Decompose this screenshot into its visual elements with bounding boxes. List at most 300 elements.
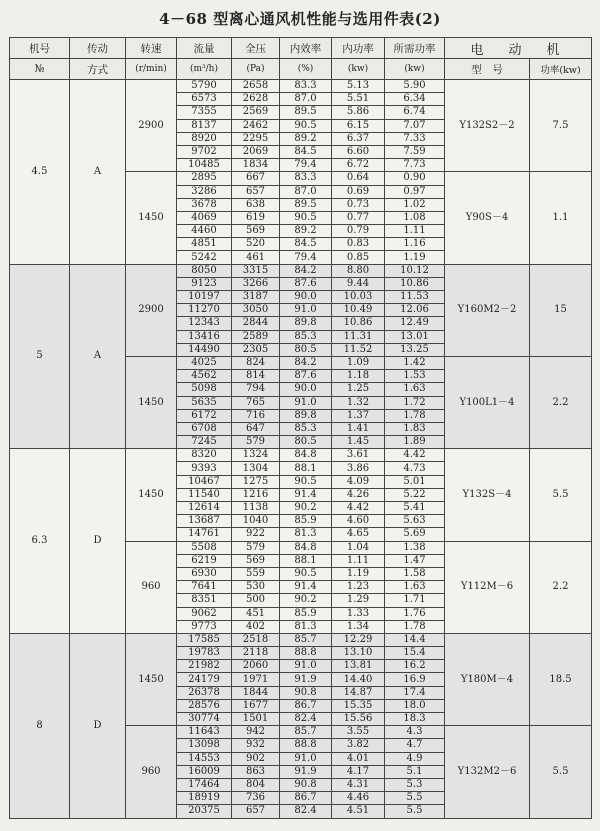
pressure-cell: 794 [232, 383, 280, 396]
efficiency-cell: 81.3 [280, 620, 332, 633]
pressure-cell: 1844 [232, 686, 280, 699]
required-power-cell: 4.42 [385, 449, 445, 462]
pressure-cell: 1304 [232, 462, 280, 475]
efficiency-cell: 89.2 [280, 225, 332, 238]
header-motor-power: 功率(kw) [530, 59, 592, 80]
header-motor: 电 动 机 [445, 38, 592, 59]
efficiency-cell: 79.4 [280, 251, 332, 264]
internal-power-cell: 0.79 [332, 225, 385, 238]
required-power-cell: 18.0 [385, 699, 445, 712]
efficiency-cell: 85.3 [280, 330, 332, 343]
pressure-cell: 520 [232, 238, 280, 251]
flow-cell: 6573 [177, 93, 232, 106]
pressure-cell: 2658 [232, 80, 280, 93]
internal-power-cell: 1.45 [332, 436, 385, 449]
motor-model-cell: Y100L1－4 [445, 356, 530, 448]
pressure-cell: 402 [232, 620, 280, 633]
motor-model-cell: Y132S2－2 [445, 80, 530, 172]
internal-power-cell: 5.13 [332, 80, 385, 93]
flow-cell: 17585 [177, 633, 232, 646]
required-power-cell: 0.90 [385, 172, 445, 185]
required-power-cell: 10.86 [385, 277, 445, 290]
flow-cell: 10197 [177, 291, 232, 304]
pressure-cell: 559 [232, 567, 280, 580]
pressure-cell: 619 [232, 211, 280, 224]
speed-cell: 960 [126, 726, 177, 818]
pressure-cell: 2589 [232, 330, 280, 343]
header-machine-no: 机号 [10, 38, 70, 59]
pressure-cell: 2305 [232, 343, 280, 356]
pressure-cell: 932 [232, 739, 280, 752]
pressure-cell: 2628 [232, 93, 280, 106]
header-required-power-unit: (kw) [385, 59, 445, 80]
flow-cell: 7355 [177, 106, 232, 119]
motor-power-cell: 2.2 [530, 356, 592, 448]
internal-power-cell: 15.56 [332, 713, 385, 726]
table-body [10, 80, 592, 819]
pressure-cell: 942 [232, 726, 280, 739]
flow-cell: 19783 [177, 647, 232, 660]
flow-cell: 11643 [177, 726, 232, 739]
internal-power-cell: 6.15 [332, 119, 385, 132]
efficiency-cell: 90.2 [280, 594, 332, 607]
efficiency-cell: 86.7 [280, 792, 332, 805]
efficiency-cell: 91.0 [280, 660, 332, 673]
efficiency-cell: 90.5 [280, 211, 332, 224]
flow-cell: 10485 [177, 159, 232, 172]
required-power-cell: 1.02 [385, 198, 445, 211]
flow-cell: 5790 [177, 80, 232, 93]
required-power-cell: 12.49 [385, 317, 445, 330]
efficiency-cell: 87.6 [280, 277, 332, 290]
flow-cell: 14553 [177, 752, 232, 765]
internal-power-cell: 1.09 [332, 356, 385, 369]
required-power-cell: 4.7 [385, 739, 445, 752]
speed-cell: 960 [126, 541, 177, 633]
internal-power-cell: 5.86 [332, 106, 385, 119]
internal-power-cell: 9.44 [332, 277, 385, 290]
required-power-cell: 0.97 [385, 185, 445, 198]
required-power-cell: 7.33 [385, 132, 445, 145]
efficiency-cell: 89.8 [280, 409, 332, 422]
pressure-cell: 2060 [232, 660, 280, 673]
flow-cell: 14761 [177, 528, 232, 541]
flow-cell: 6219 [177, 554, 232, 567]
efficiency-cell: 85.7 [280, 726, 332, 739]
flow-cell: 30774 [177, 713, 232, 726]
header-speed: 转速 [126, 38, 177, 59]
required-power-cell: 7.07 [385, 119, 445, 132]
internal-power-cell: 1.04 [332, 541, 385, 554]
pressure-cell: 1677 [232, 699, 280, 712]
pressure-cell: 1834 [232, 159, 280, 172]
required-power-cell: 6.74 [385, 106, 445, 119]
internal-power-cell: 1.37 [332, 409, 385, 422]
internal-power-cell: 4.17 [332, 765, 385, 778]
flow-cell: 28576 [177, 699, 232, 712]
motor-power-cell: 7.5 [530, 80, 592, 172]
flow-cell: 26378 [177, 686, 232, 699]
efficiency-cell: 84.5 [280, 145, 332, 158]
pressure-cell: 657 [232, 185, 280, 198]
fan-performance-table [9, 37, 592, 819]
pressure-cell: 3266 [232, 277, 280, 290]
table-row [10, 264, 592, 277]
pressure-cell: 1275 [232, 475, 280, 488]
pressure-cell: 902 [232, 752, 280, 765]
header-pressure-unit: (Pa) [232, 59, 280, 80]
flow-cell: 4851 [177, 238, 232, 251]
machine-no-cell: 8 [10, 633, 70, 818]
efficiency-cell: 91.4 [280, 488, 332, 501]
pressure-cell: 667 [232, 172, 280, 185]
required-power-cell: 1.63 [385, 383, 445, 396]
header-machine-no-sub: № [10, 59, 70, 80]
machine-no-cell: 4.5 [10, 80, 70, 265]
efficiency-cell: 90.0 [280, 291, 332, 304]
required-power-cell: 4.73 [385, 462, 445, 475]
header-drive: 传动 [70, 38, 126, 59]
flow-cell: 12614 [177, 502, 232, 515]
efficiency-cell: 90.2 [280, 502, 332, 515]
speed-cell: 2900 [126, 264, 177, 356]
required-power-cell: 1.53 [385, 370, 445, 383]
motor-power-cell: 5.5 [530, 726, 592, 818]
speed-cell: 1450 [126, 356, 177, 448]
internal-power-cell: 4.01 [332, 752, 385, 765]
motor-model-cell: Y112M－6 [445, 541, 530, 633]
efficiency-cell: 83.3 [280, 80, 332, 93]
efficiency-cell: 91.0 [280, 304, 332, 317]
internal-power-cell: 11.52 [332, 343, 385, 356]
required-power-cell: 5.01 [385, 475, 445, 488]
internal-power-cell: 1.33 [332, 607, 385, 620]
required-power-cell: 1.38 [385, 541, 445, 554]
pressure-cell: 579 [232, 436, 280, 449]
speed-cell: 2900 [126, 80, 177, 172]
pressure-cell: 736 [232, 792, 280, 805]
internal-power-cell: 4.26 [332, 488, 385, 501]
required-power-cell: 1.11 [385, 225, 445, 238]
pressure-cell: 824 [232, 356, 280, 369]
flow-cell: 13098 [177, 739, 232, 752]
header-motor-model: 型 号 [445, 59, 530, 80]
flow-cell: 10467 [177, 475, 232, 488]
efficiency-cell: 82.4 [280, 713, 332, 726]
flow-cell: 13687 [177, 515, 232, 528]
flow-cell: 8320 [177, 449, 232, 462]
flow-cell: 3678 [177, 198, 232, 211]
internal-power-cell: 6.60 [332, 145, 385, 158]
pressure-cell: 1216 [232, 488, 280, 501]
required-power-cell: 5.63 [385, 515, 445, 528]
pressure-cell: 804 [232, 778, 280, 791]
pressure-cell: 461 [232, 251, 280, 264]
header-required-power: 所需功率 [385, 38, 445, 59]
required-power-cell: 4.9 [385, 752, 445, 765]
efficiency-cell: 90.5 [280, 119, 332, 132]
internal-power-cell: 0.85 [332, 251, 385, 264]
flow-cell: 8050 [177, 264, 232, 277]
required-power-cell: 4.3 [385, 726, 445, 739]
pressure-cell: 2069 [232, 145, 280, 158]
efficiency-cell: 80.5 [280, 343, 332, 356]
motor-power-cell: 5.5 [530, 449, 592, 541]
drive-cell: A [70, 264, 126, 449]
efficiency-cell: 91.0 [280, 752, 332, 765]
required-power-cell: 10.12 [385, 264, 445, 277]
flow-cell: 4460 [177, 225, 232, 238]
internal-power-cell: 3.55 [332, 726, 385, 739]
required-power-cell: 12.06 [385, 304, 445, 317]
motor-power-cell: 2.2 [530, 541, 592, 633]
flow-cell: 6708 [177, 422, 232, 435]
required-power-cell: 15.4 [385, 647, 445, 660]
required-power-cell: 1.08 [385, 211, 445, 224]
flow-cell: 9702 [177, 145, 232, 158]
motor-power-cell: 15 [530, 264, 592, 356]
efficiency-cell: 86.7 [280, 699, 332, 712]
efficiency-cell: 80.5 [280, 436, 332, 449]
internal-power-cell: 1.23 [332, 581, 385, 594]
pressure-cell: 1040 [232, 515, 280, 528]
flow-cell: 9062 [177, 607, 232, 620]
header-pressure: 全压 [232, 38, 280, 59]
internal-power-cell: 4.51 [332, 805, 385, 818]
drive-cell: D [70, 633, 126, 818]
internal-power-cell: 1.25 [332, 383, 385, 396]
flow-cell: 8920 [177, 132, 232, 145]
required-power-cell: 7.73 [385, 159, 445, 172]
motor-power-cell: 1.1 [530, 172, 592, 264]
required-power-cell: 1.63 [385, 581, 445, 594]
internal-power-cell: 3.82 [332, 739, 385, 752]
pressure-cell: 1501 [232, 713, 280, 726]
motor-model-cell: Y180M－4 [445, 633, 530, 725]
pressure-cell: 1324 [232, 449, 280, 462]
efficiency-cell: 91.9 [280, 765, 332, 778]
pressure-cell: 1971 [232, 673, 280, 686]
efficiency-cell: 89.8 [280, 317, 332, 330]
efficiency-cell: 88.8 [280, 739, 332, 752]
flow-cell: 16009 [177, 765, 232, 778]
efficiency-cell: 84.2 [280, 264, 332, 277]
pressure-cell: 451 [232, 607, 280, 620]
flow-cell: 5098 [177, 383, 232, 396]
required-power-cell: 7.59 [385, 145, 445, 158]
machine-no-cell: 5 [10, 264, 70, 449]
motor-model-cell: Y90S－4 [445, 172, 530, 264]
pressure-cell: 2295 [232, 132, 280, 145]
internal-power-cell: 12.29 [332, 633, 385, 646]
motor-model-cell: Y132S－4 [445, 449, 530, 541]
internal-power-cell: 4.31 [332, 778, 385, 791]
flow-cell: 9123 [177, 277, 232, 290]
internal-power-cell: 0.83 [332, 238, 385, 251]
efficiency-cell: 88.8 [280, 647, 332, 660]
flow-cell: 2895 [177, 172, 232, 185]
efficiency-cell: 85.7 [280, 633, 332, 646]
speed-cell: 1450 [126, 449, 177, 541]
flow-cell: 8137 [177, 119, 232, 132]
pressure-cell: 2118 [232, 647, 280, 660]
flow-cell: 3286 [177, 185, 232, 198]
required-power-cell: 1.47 [385, 554, 445, 567]
required-power-cell: 5.41 [385, 502, 445, 515]
pressure-cell: 863 [232, 765, 280, 778]
required-power-cell: 5.22 [385, 488, 445, 501]
flow-cell: 7245 [177, 436, 232, 449]
internal-power-cell: 15.35 [332, 699, 385, 712]
efficiency-cell: 87.6 [280, 370, 332, 383]
internal-power-cell: 1.32 [332, 396, 385, 409]
flow-cell: 14490 [177, 343, 232, 356]
required-power-cell: 1.83 [385, 422, 445, 435]
pressure-cell: 657 [232, 805, 280, 818]
internal-power-cell: 1.41 [332, 422, 385, 435]
required-power-cell: 17.4 [385, 686, 445, 699]
flow-cell: 4025 [177, 356, 232, 369]
header-internal-power: 内功率 [332, 38, 385, 59]
efficiency-cell: 89.2 [280, 132, 332, 145]
efficiency-cell: 87.0 [280, 185, 332, 198]
required-power-cell: 5.69 [385, 528, 445, 541]
required-power-cell: 13.25 [385, 343, 445, 356]
pressure-cell: 716 [232, 409, 280, 422]
internal-power-cell: 0.77 [332, 211, 385, 224]
pressure-cell: 647 [232, 422, 280, 435]
efficiency-cell: 79.4 [280, 159, 332, 172]
efficiency-cell: 90.8 [280, 778, 332, 791]
required-power-cell: 5.90 [385, 80, 445, 93]
header-speed-unit: (r/min) [126, 59, 177, 80]
required-power-cell: 16.9 [385, 673, 445, 686]
flow-cell: 21982 [177, 660, 232, 673]
required-power-cell: 1.19 [385, 251, 445, 264]
efficiency-cell: 84.8 [280, 449, 332, 462]
internal-power-cell: 4.60 [332, 515, 385, 528]
pressure-cell: 530 [232, 581, 280, 594]
drive-cell: A [70, 80, 126, 265]
efficiency-cell: 88.1 [280, 462, 332, 475]
internal-power-cell: 4.09 [332, 475, 385, 488]
flow-cell: 12343 [177, 317, 232, 330]
machine-no-cell: 6.3 [10, 449, 70, 634]
internal-power-cell: 14.87 [332, 686, 385, 699]
flow-cell: 13416 [177, 330, 232, 343]
required-power-cell: 1.71 [385, 594, 445, 607]
efficiency-cell: 87.0 [280, 93, 332, 106]
internal-power-cell: 1.19 [332, 567, 385, 580]
required-power-cell: 16.2 [385, 660, 445, 673]
flow-cell: 5242 [177, 251, 232, 264]
efficiency-cell: 85.9 [280, 607, 332, 620]
flow-cell: 5635 [177, 396, 232, 409]
required-power-cell: 11.53 [385, 291, 445, 304]
internal-power-cell: 6.72 [332, 159, 385, 172]
internal-power-cell: 4.46 [332, 792, 385, 805]
flow-cell: 7641 [177, 581, 232, 594]
internal-power-cell: 14.40 [332, 673, 385, 686]
required-power-cell: 5.3 [385, 778, 445, 791]
efficiency-cell: 84.5 [280, 238, 332, 251]
required-power-cell: 1.76 [385, 607, 445, 620]
flow-cell: 11270 [177, 304, 232, 317]
required-power-cell: 5.5 [385, 805, 445, 818]
required-power-cell: 1.16 [385, 238, 445, 251]
header-efficiency: 内效率 [280, 38, 332, 59]
pressure-cell: 765 [232, 396, 280, 409]
motor-model-cell: Y132M2－6 [445, 726, 530, 818]
page-title: 4－68 型离心通风机性能与选用件表(2) [159, 10, 441, 28]
pressure-cell: 3187 [232, 291, 280, 304]
internal-power-cell: 3.86 [332, 462, 385, 475]
efficiency-cell: 90.8 [280, 686, 332, 699]
pressure-cell: 2462 [232, 119, 280, 132]
pressure-cell: 638 [232, 198, 280, 211]
pressure-cell: 569 [232, 554, 280, 567]
efficiency-cell: 81.3 [280, 528, 332, 541]
internal-power-cell: 11.31 [332, 330, 385, 343]
internal-power-cell: 1.34 [332, 620, 385, 633]
speed-cell: 1450 [126, 633, 177, 725]
pressure-cell: 2518 [232, 633, 280, 646]
motor-power-cell: 18.5 [530, 633, 592, 725]
flow-cell: 9393 [177, 462, 232, 475]
drive-cell: D [70, 449, 126, 634]
internal-power-cell: 5.51 [332, 93, 385, 106]
internal-power-cell: 1.11 [332, 554, 385, 567]
efficiency-cell: 89.5 [280, 198, 332, 211]
required-power-cell: 1.72 [385, 396, 445, 409]
required-power-cell: 1.78 [385, 409, 445, 422]
efficiency-cell: 84.8 [280, 541, 332, 554]
efficiency-cell: 85.3 [280, 422, 332, 435]
efficiency-cell: 84.2 [280, 356, 332, 369]
required-power-cell: 18.3 [385, 713, 445, 726]
efficiency-cell: 91.0 [280, 396, 332, 409]
efficiency-cell: 90.5 [280, 475, 332, 488]
internal-power-cell: 13.81 [332, 660, 385, 673]
efficiency-cell: 90.0 [280, 383, 332, 396]
internal-power-cell: 8.80 [332, 264, 385, 277]
flow-cell: 18919 [177, 792, 232, 805]
table-row [10, 449, 592, 462]
efficiency-cell: 89.5 [280, 106, 332, 119]
pressure-cell: 500 [232, 594, 280, 607]
required-power-cell: 5.5 [385, 792, 445, 805]
internal-power-cell: 10.49 [332, 304, 385, 317]
efficiency-cell: 91.9 [280, 673, 332, 686]
pressure-cell: 922 [232, 528, 280, 541]
internal-power-cell: 10.03 [332, 291, 385, 304]
required-power-cell: 6.34 [385, 93, 445, 106]
flow-cell: 8351 [177, 594, 232, 607]
required-power-cell: 1.78 [385, 620, 445, 633]
required-power-cell: 1.89 [385, 436, 445, 449]
pressure-cell: 1138 [232, 502, 280, 515]
internal-power-cell: 6.37 [332, 132, 385, 145]
internal-power-cell: 1.29 [332, 594, 385, 607]
flow-cell: 11540 [177, 488, 232, 501]
pressure-cell: 569 [232, 225, 280, 238]
speed-cell: 1450 [126, 172, 177, 264]
internal-power-cell: 0.73 [332, 198, 385, 211]
internal-power-cell: 0.69 [332, 185, 385, 198]
pressure-cell: 814 [232, 370, 280, 383]
pressure-cell: 2569 [232, 106, 280, 119]
internal-power-cell: 10.86 [332, 317, 385, 330]
